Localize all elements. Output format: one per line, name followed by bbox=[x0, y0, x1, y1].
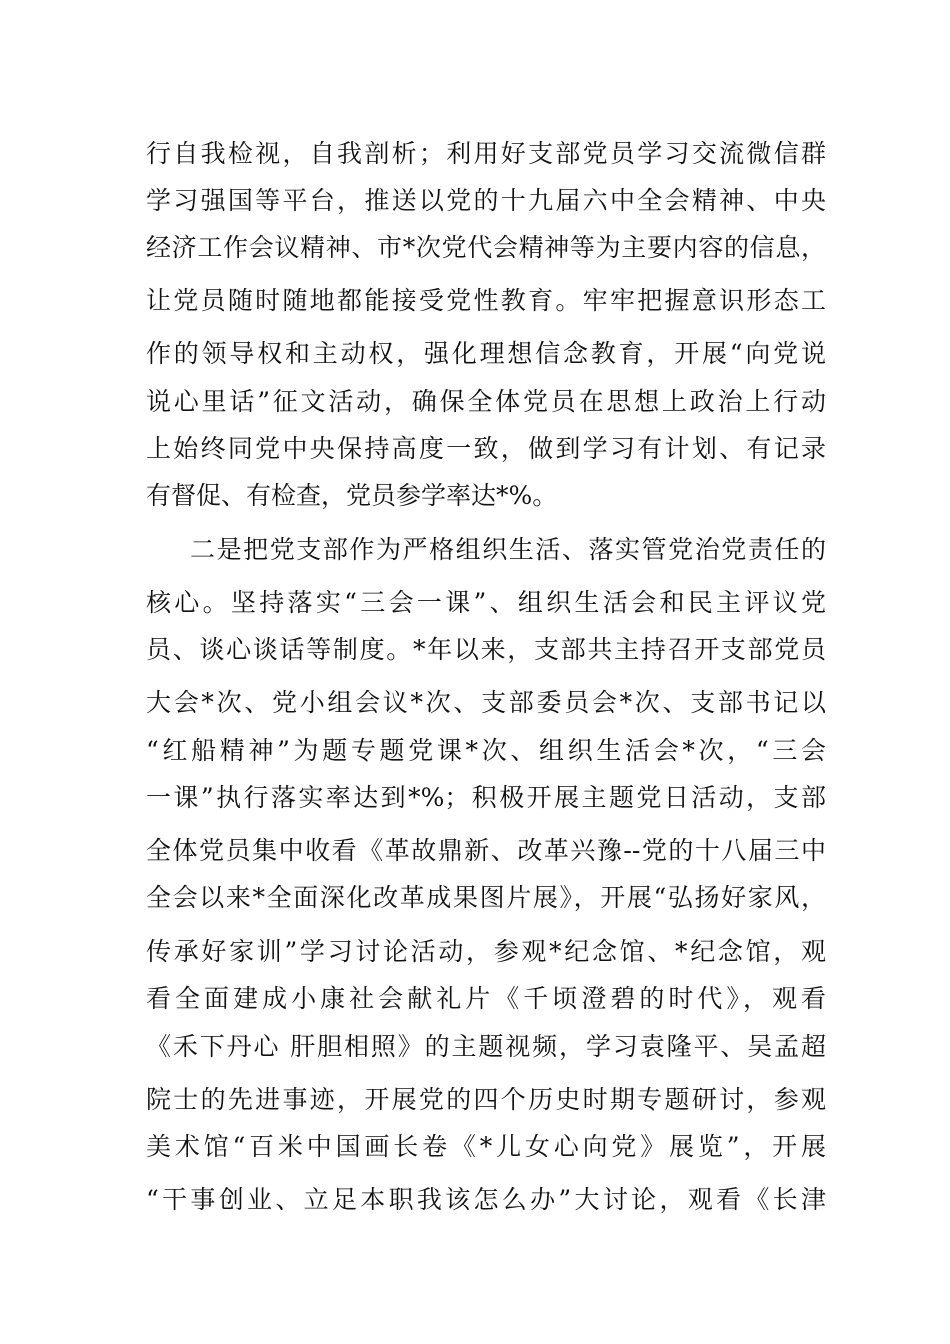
paragraph-2-line-10: 看全面建成小康社会献礼片《千顷澄碧的时代》，观看 bbox=[146, 984, 826, 1013]
paragraph-1-line-1: 行自我检视，自我剖析；利用好支部党员学习交流微信群 bbox=[146, 139, 826, 168]
paragraph-2-line-13: 美术馆“百米中国画长卷《*儿女心向党》展览”，开展 bbox=[146, 1132, 826, 1161]
paragraph-2-line-5: “红船精神”为题专题党课*次、组织生活会*次，“三会 bbox=[146, 736, 826, 765]
paragraph-2-line-14: “干事创业、立足本职我该怎么办”大讨论，观看《长津 bbox=[146, 1185, 826, 1214]
paragraph-1-line-2: 学习强国等平台，推送以党的十九届六中全会精神、中央 bbox=[146, 186, 826, 215]
paragraph-1-line-3: 经济工作会议精神、市*次党代会精神等为主要内容的信息， bbox=[146, 233, 826, 262]
paragraph-1-line-5: 作的领导权和主动权，强化理想信念教育，开展“向党说 bbox=[146, 339, 826, 368]
paragraph-2-line-11: 《禾下丹心 肝胆相照》的主题视频，学习袁隆平、吴孟超 bbox=[146, 1032, 826, 1061]
paragraph-1-line-6: 说心里话”征文活动，确保全体党员在思想上政治上行动 bbox=[146, 387, 826, 416]
paragraph-1-line-4: 让党员随时随地都能接受党性教育。牢牢把握意识形态工 bbox=[146, 286, 826, 315]
paragraph-2-line-3: 员、谈心谈话等制度。*年以来，支部共主持召开支部党员 bbox=[146, 635, 826, 664]
paragraph-2-line-8: 全会以来*全面深化改革成果图片展》，开展“弘扬好家风， bbox=[146, 883, 826, 912]
paragraph-1-line-8: 有督促、有检查，党员参学率达*%。 bbox=[146, 481, 558, 510]
paragraph-2-line-12: 院士的先进事迹，开展党的四个历史时期专题研讨，参观 bbox=[146, 1085, 826, 1114]
paragraph-2-line-9: 传承好家训”学习讨论活动，参观*纪念馆、*纪念馆，观 bbox=[146, 937, 826, 966]
paragraph-2-line-1: 二是把党支部作为严格组织生活、落实管党治党责任的 bbox=[190, 535, 826, 564]
paragraph-2-line-4: 大会*次、党小组会议*次、支部委员会*次、支部书记以 bbox=[146, 688, 826, 717]
paragraph-2-line-7: 全体党员集中收看《革故鼎新、改革兴豫--党的十八届三中 bbox=[146, 836, 826, 865]
paragraph-2-line-2: 核心。坚持落实“三会一课”、组织生活会和民主评议党 bbox=[146, 588, 826, 617]
paragraph-1-line-7: 上始终同党中央保持高度一致，做到学习有计划、有记录 bbox=[146, 434, 826, 463]
paragraph-2-line-6: 一课”执行落实率达到*%；积极开展主题党日活动，支部 bbox=[146, 783, 826, 812]
